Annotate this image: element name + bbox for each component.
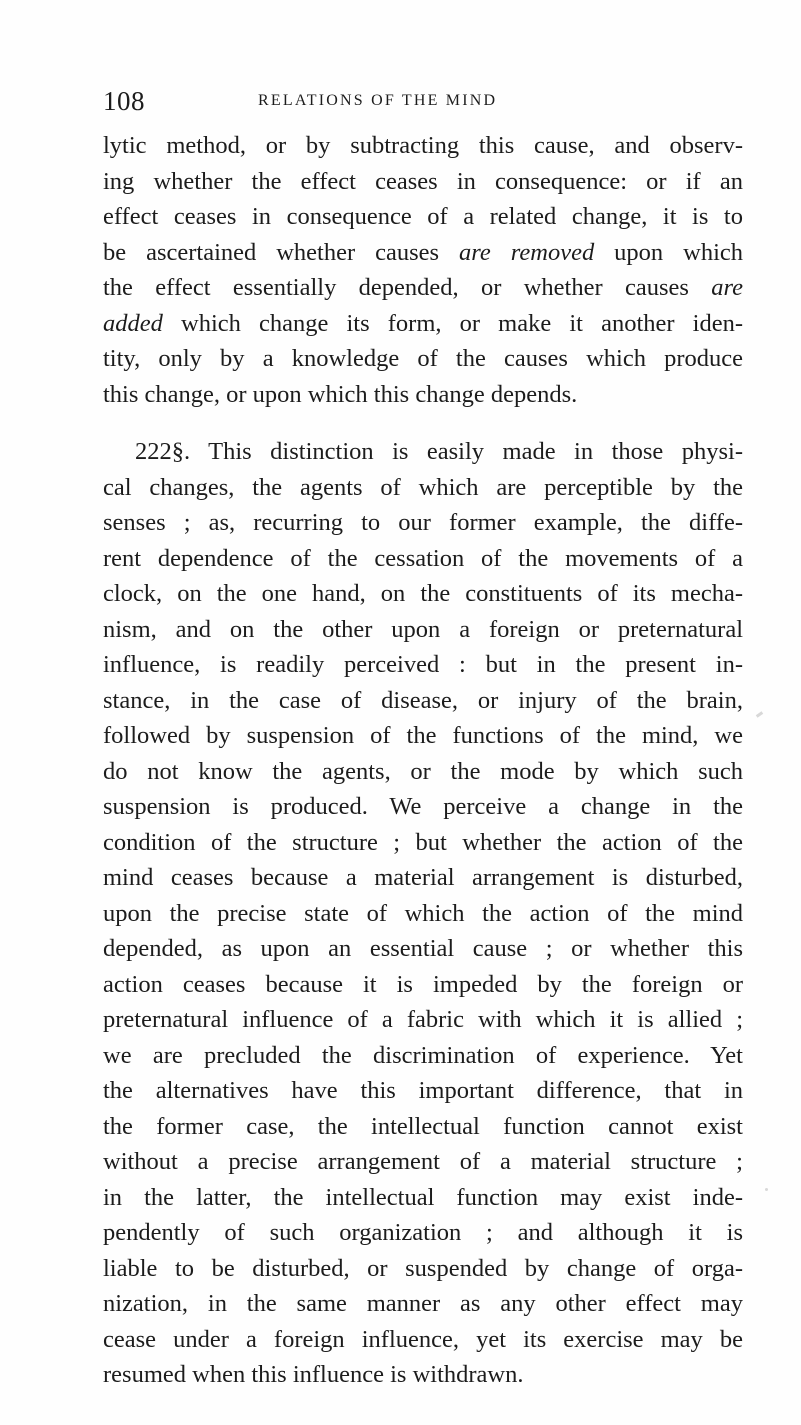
text-line: in the latter, the intellectual function may exist inde- <box>103 1183 743 1211</box>
text-line: followed by suspension of the functions of the mind, we <box>103 722 743 749</box>
text-line: cal changes, the agents of which are perceptible by the <box>103 473 743 501</box>
text-line: nism, and on the other upon a foreign or preternatural <box>103 615 743 643</box>
page-number: 108 <box>103 86 145 116</box>
text-line: do not know the agents, or the mode by which such <box>103 757 743 785</box>
text-line: tity, only by a knowledge of the causes which produce <box>103 345 743 372</box>
text-line: rent dependence of the cessation of the movements of a <box>103 544 743 572</box>
text-line: added which change its form, or make it another iden- <box>103 309 743 337</box>
text-line: action ceases because it is impeded by the foreign or <box>103 970 743 998</box>
running-head: RELATIONS OF THE MIND <box>258 92 498 109</box>
text-line: clock, on the one hand, on the constituents of its mecha- <box>103 580 743 607</box>
text-line: nization, in the same manner as any other effect may <box>103 1290 743 1317</box>
text-line: preternatural influence of a fabric with which it is allied ; <box>103 1006 743 1033</box>
text-line: 222§. This distinction is easily made in those physi- <box>135 438 743 465</box>
paragraph-1 <box>103 128 743 412</box>
text-line: effect ceases in consequence of a related change, it is to <box>103 203 743 230</box>
text-line: liable to be disturbed, or suspended by change of orga- <box>103 1254 743 1282</box>
text-line: the effect essentially depended, or whether causes are <box>103 274 743 301</box>
text-line: the alternatives have this important difference, that in <box>103 1077 743 1104</box>
body-text <box>103 128 743 1393</box>
paragraph-2 <box>103 434 743 1393</box>
text-line: we are precluded the discrimination of experience. Yet <box>103 1041 743 1069</box>
paper-speck <box>765 1188 768 1191</box>
text-line: suspension is produced. We perceive a change in the <box>103 793 743 820</box>
text-line: condition of the structure ; but whether the action of the <box>103 828 743 856</box>
text-line: lytic method, or by subtracting this cause, and observ- <box>103 132 743 159</box>
text-line: resumed when this influence is withdrawn. <box>103 1361 524 1388</box>
text-line: be ascertained whether causes are removed upon which <box>103 238 743 266</box>
text-line: without a precise arrangement of a material structure ; <box>103 1148 743 1175</box>
text-line: stance, in the case of disease, or injury of the brain, <box>103 686 743 714</box>
paper-speck <box>756 711 763 717</box>
text-line: senses ; as, recurring to our former example, the diffe- <box>103 509 743 536</box>
text-line: depended, as upon an essential cause ; or whether this <box>103 935 743 962</box>
text-line: this change, or upon which this change depends. <box>103 380 578 408</box>
text-line: mind ceases because a material arrangement is disturbed, <box>103 864 743 891</box>
text-line: upon the precise state of which the action of the mind <box>103 899 743 927</box>
text-line: pendently of such organization ; and although it is <box>103 1219 743 1246</box>
text-line: the former case, the intellectual function cannot exist <box>103 1112 743 1140</box>
text-line: ing whether the effect ceases in consequence: or if an <box>103 167 743 195</box>
paragraph-gap <box>103 412 743 434</box>
page-header <box>103 86 703 126</box>
text-line: cease under a foreign influence, yet its exercise may be <box>103 1325 743 1353</box>
text-line: influence, is readily perceived : but in the present in- <box>103 651 743 678</box>
